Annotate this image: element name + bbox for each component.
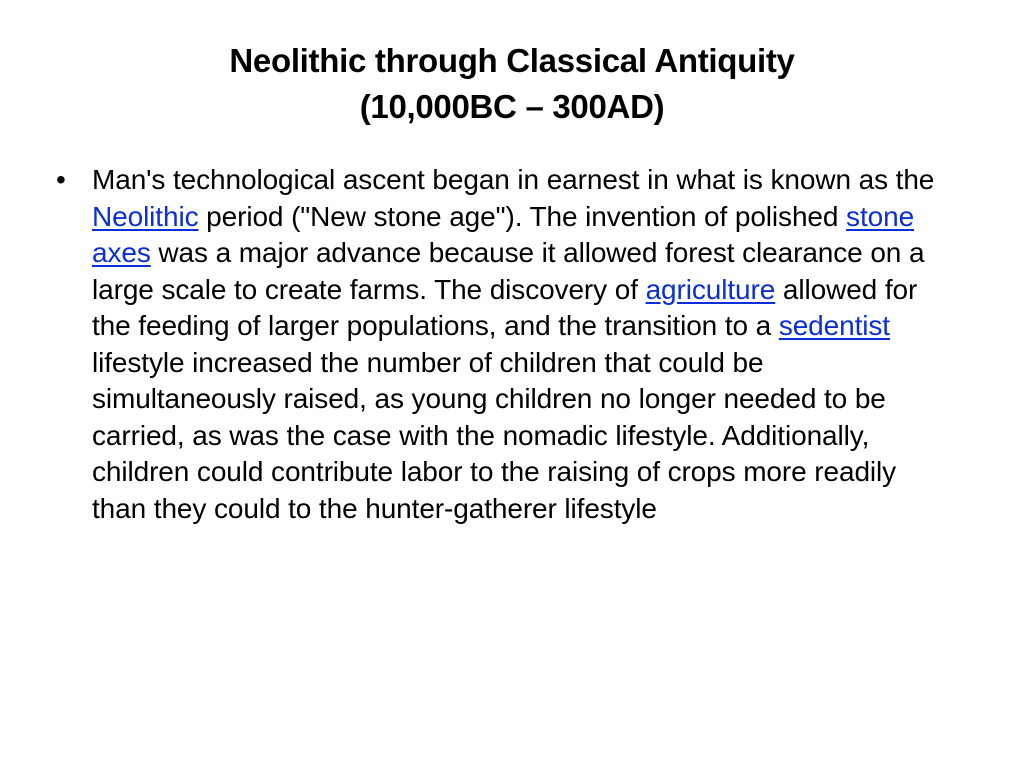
bullet-icon: • [56, 164, 66, 195]
paragraph-text-1: Man's technological ascent began in earnest in what is known as the [92, 164, 935, 195]
link-neolithic[interactable]: Neolithic [92, 200, 199, 232]
paragraph-text-5: lifestyle increased the number of children that could be simultaneously raised, as young children no longer needed to be carried, as was the case with the nomadic lifestyle. Additionally, children could contribute labor to the raising of crops more readily than they could to the hunter-gatherer lifestyle [92, 346, 897, 524]
paragraph-text-4: allowed for the feeding of larger populations, and the transition to a [92, 273, 918, 341]
slide-title-line-1: Neolithic through Classical Antiquity [229, 42, 795, 79]
link-sedentist[interactable]: sedentist [778, 310, 890, 341]
paragraph-text-2: period ("New stone age"). The invention of polished [198, 200, 847, 232]
bullet-paragraph [54, 162, 954, 527]
slide-title [60, 38, 964, 130]
link-stone-axes[interactable]: stone axes [92, 200, 915, 268]
paragraph-text-3: was a major advance because it allowed forest clearance on a large scale to create farms. The discovery of [92, 237, 925, 305]
link-agriculture[interactable]: agriculture [645, 273, 776, 305]
slide-body [54, 162, 954, 527]
slide-title-line-2: (10,000BC – 300AD) [359, 88, 665, 125]
